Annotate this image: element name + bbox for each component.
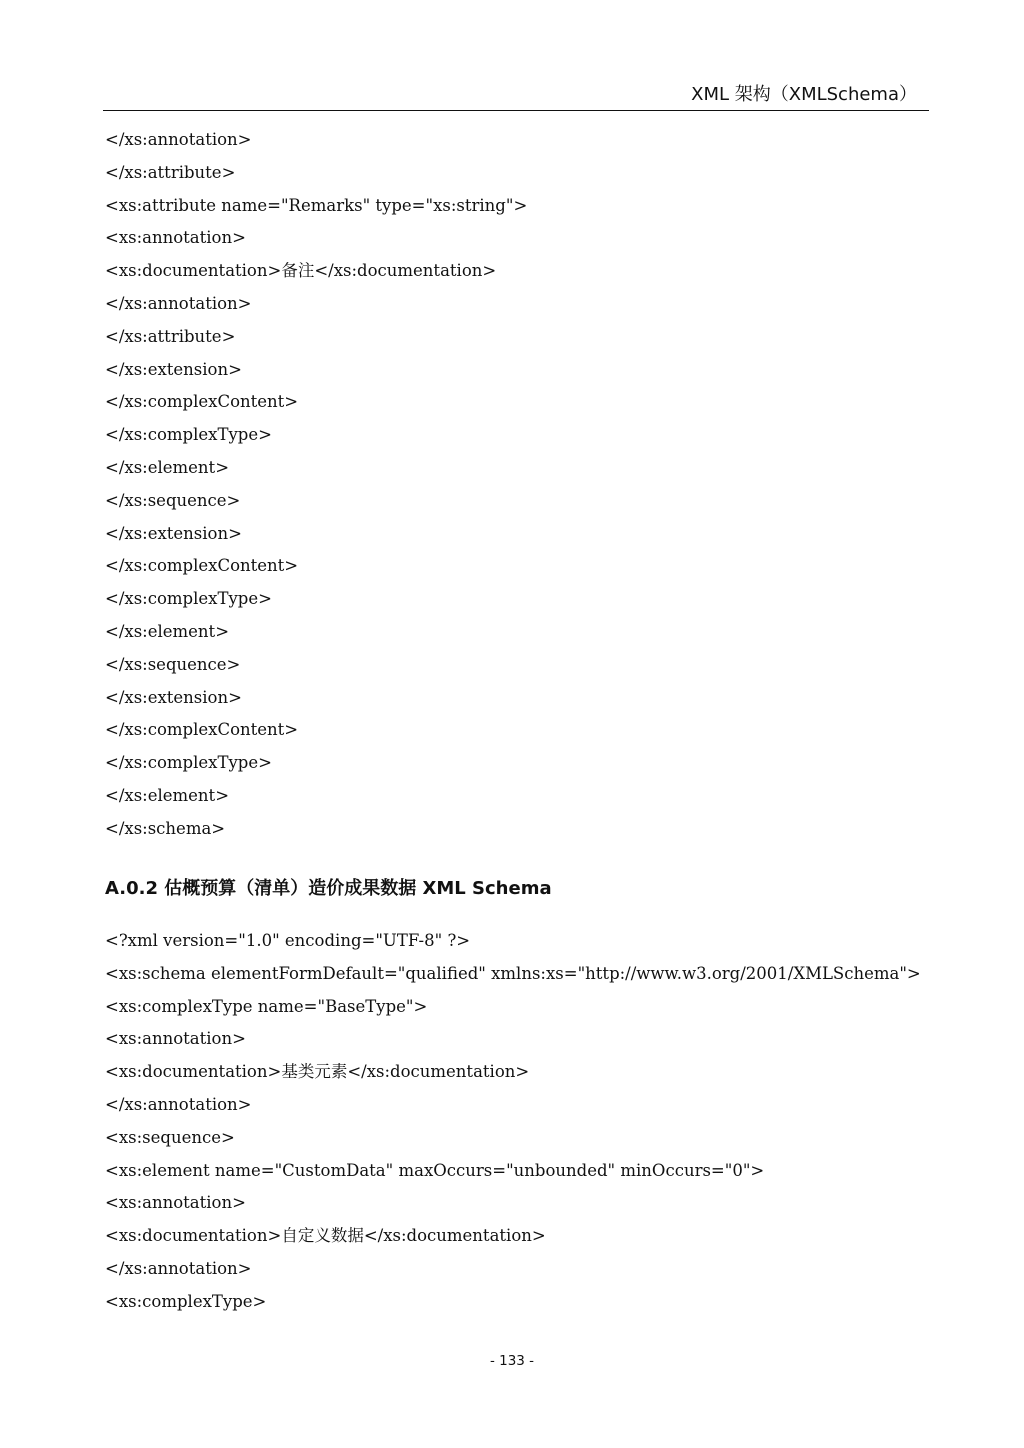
code-line: </xs:element> bbox=[105, 785, 230, 805]
code-line: </xs:element> bbox=[105, 457, 230, 477]
header-title: XML 架构（XMLSchema） bbox=[691, 84, 917, 105]
code-block-1 bbox=[105, 126, 527, 848]
code-line: </xs:extension> bbox=[105, 523, 242, 543]
code-line: <?xml version="1.0" encoding="UTF-8" ?> bbox=[105, 931, 471, 950]
code-line: </xs:sequence> bbox=[105, 654, 241, 674]
code-line: </xs:complexType> bbox=[105, 753, 272, 773]
code-line: </xs:complexContent> bbox=[105, 392, 299, 412]
code-line: <xs:schema elementFormDefault="qualified" xmlns:xs="http://www.w3.org/2001/XMLSchema"> bbox=[105, 963, 921, 983]
code-line: <xs:complexType> bbox=[105, 1291, 267, 1311]
code-line: </xs:schema> bbox=[105, 818, 226, 838]
code-line: </xs:complexContent> bbox=[105, 720, 299, 740]
code-line: </xs:complexType> bbox=[105, 425, 272, 445]
code-line: </xs:annotation> bbox=[105, 293, 252, 313]
code-line: </xs:complexType> bbox=[105, 589, 272, 609]
code-line: <xs:annotation> bbox=[105, 228, 246, 248]
code-line: </xs:complexContent> bbox=[105, 556, 299, 576]
code-block-2 bbox=[105, 927, 921, 1321]
code-line: <xs:annotation> bbox=[105, 1193, 246, 1213]
code-line: <xs:documentation>基类元素</xs:documentation> bbox=[105, 1062, 530, 1082]
code-line: <xs:sequence> bbox=[105, 1127, 235, 1147]
page-header bbox=[103, 84, 929, 111]
code-line: </xs:annotation> bbox=[105, 130, 252, 149]
code-line: </xs:annotation> bbox=[105, 1094, 252, 1114]
code-line: </xs:extension> bbox=[105, 359, 242, 379]
code-line: <xs:attribute name="Remarks" type="xs:string"> bbox=[105, 195, 528, 215]
page-number: - 133 - bbox=[489, 1353, 535, 1369]
code-line: </xs:extension> bbox=[105, 687, 242, 707]
code-line: </xs:element> bbox=[105, 621, 230, 641]
code-line: <xs:documentation>自定义数据</xs:documentation> bbox=[105, 1226, 546, 1246]
code-line: <xs:documentation>备注</xs:documentation> bbox=[105, 261, 497, 281]
code-line: <xs:element name="CustomData" maxOccurs="unbounded" minOccurs="0"> bbox=[105, 1160, 765, 1180]
code-line: </xs:attribute> bbox=[105, 326, 236, 346]
code-line: </xs:annotation> bbox=[105, 1258, 252, 1278]
code-line: <xs:annotation> bbox=[105, 1029, 246, 1049]
code-line: </xs:sequence> bbox=[105, 490, 241, 510]
code-line: <xs:complexType name="BaseType"> bbox=[105, 996, 428, 1016]
code-line: </xs:attribute> bbox=[105, 162, 236, 182]
section-heading: A.0.2 估概预算（清单）造价成果数据 XML Schema bbox=[105, 878, 552, 899]
